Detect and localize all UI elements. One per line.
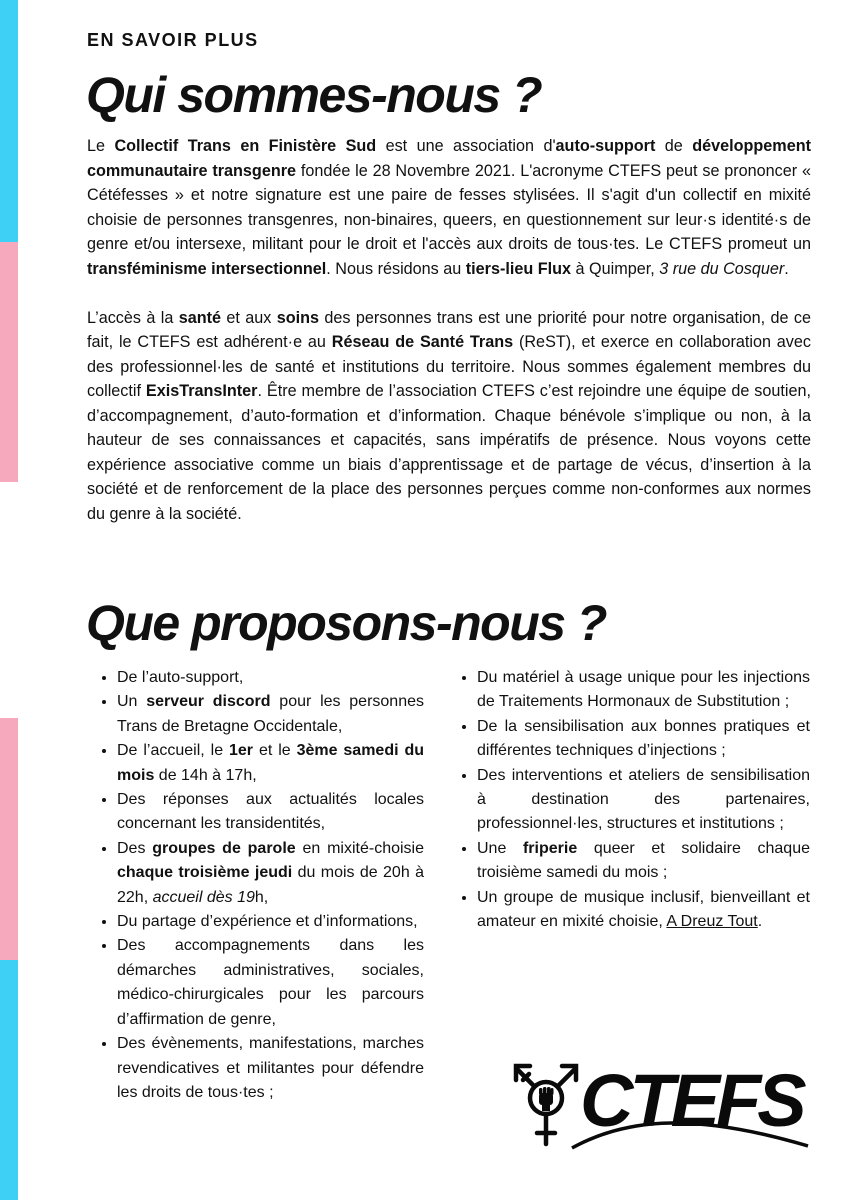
text: fondée le 28 Novembre 2021. L'acronyme CTEFS peut se prononcer « Cétéfesses » et notre signature est une paire de fesses stylisées. Il s'agit d'un collectif en mixité choisie de personnes transgenres, non-binaires, queers, en questionnement sur leur·s identité·s de genre et/ou intersexe, militant pour le droit et l'accès aux droits de tous·tes. Le CTEFS promeut un <box>87 161 811 253</box>
list-item: • Du matériel à usage unique pour les injections de Traitements Hormonaux de Substitution ; <box>477 666 810 715</box>
bold-text: développement communautaire transgenre <box>87 137 811 180</box>
list-item <box>117 690 424 739</box>
stripe-pink-bottom <box>0 718 18 960</box>
list-item: • Des réponses aux actualités locales concernant les transidentités, <box>117 788 424 837</box>
list-item: • Des accompagnements dans les démarches administratives, sociales, médico-chirurgicales pour les parcours d’affirmation de genre, <box>117 934 424 1032</box>
text: du mois de 20h à 22h, <box>117 864 424 906</box>
bold-text: ExisTransInter <box>145 382 258 400</box>
bold-text: 3ème samedi du mois <box>117 742 424 784</box>
offer-list-left <box>87 666 424 1105</box>
text: (ReST), et exerce en collaboration avec des professionnel·les de santé et institutions du territoire. Nous sommes également membres du collectif <box>87 333 811 400</box>
bold-text: auto-support <box>555 137 656 155</box>
bold-text: serveur discord <box>146 693 271 711</box>
logo-text: CTEFS <box>580 1059 803 1142</box>
text: Des <box>117 839 153 857</box>
list-item: • Des interventions et ateliers de sensibilisation à destination des partenaires, professionnel·les, structures et institutions ; <box>477 764 810 837</box>
text: en mixité-choisie <box>295 839 425 857</box>
offer-list-right <box>447 666 810 934</box>
bold-text: santé <box>178 308 222 327</box>
text: pour les personnes Trans de Bretagne Occidentale, <box>117 693 424 735</box>
list-item <box>117 837 424 910</box>
italic-text: accueil dès 19 <box>152 888 255 906</box>
text: à Quimper, <box>571 259 660 278</box>
text: . <box>784 259 789 278</box>
a-dreuz-tout-link[interactable]: A Dreuz Tout <box>666 913 758 931</box>
logo-arc <box>570 1118 810 1150</box>
stripe-blue-top <box>0 0 18 242</box>
bold-text: friperie <box>522 839 578 857</box>
text: et le <box>253 742 297 760</box>
text: queer et solidaire chaque troisième samedi du mois ; <box>477 839 811 882</box>
text: de <box>655 137 693 155</box>
stripe-blue-bottom <box>0 960 18 1200</box>
bold-text: groupes de parole <box>152 839 296 857</box>
text: est une association d' <box>376 137 556 155</box>
list-item: • De la sensibilisation aux bonnes pratiques et différentes techniques d’injections ; <box>477 715 810 764</box>
list-item: • De l’auto-support, <box>117 666 424 690</box>
bold-text: transféminisme intersectionnel <box>87 259 327 278</box>
text: des personnes trans est une priorité pour notre organisation, de ce fait, le CTEFS est adhérent·e au <box>87 308 811 351</box>
italic-text: 3 rue du Cosquer <box>659 259 785 278</box>
text: h, <box>254 888 269 906</box>
text: Une <box>477 839 523 857</box>
ctefs-logo <box>510 1058 810 1150</box>
text: Un groupe de musique inclusif, bienveillant et amateur en mixité choisie, <box>477 888 810 931</box>
bold-text: 1er <box>229 742 254 760</box>
bold-text: Réseau de Santé Trans <box>331 333 514 351</box>
intro-paragraph-1 <box>87 134 811 281</box>
kicker: EN SAVOIR PLUS <box>87 30 259 50</box>
intro-text <box>87 134 811 551</box>
text: Un <box>117 693 147 711</box>
list-item <box>477 886 810 935</box>
bold-text: Collectif Trans en Finistère Sud <box>114 137 377 155</box>
intro-paragraph-2 <box>87 306 811 527</box>
text: . Nous résidons au <box>326 259 466 278</box>
text: . Être membre de l’association CTEFS c’est rejoindre une équipe de soutien, d’accompagnement, d’auto-formation et d’information. Chaque bénévole s’implique ou non, à la hauteur de ses connaissances et capacités, sans impératifs de présence. Nous voyons cette expérience associative comme un biais d’apprentissage et de partage de vécus, d’insertion à la société et de renforcement de la place des personnes perçues comme non-conformes aux normes du genre à la société. <box>87 382 811 523</box>
list-item: • Des évènements, manifestations, marches revendicatives et militantes pour défendre les droits de tous·tes ; <box>117 1032 424 1105</box>
text: L’accès à la <box>87 308 179 327</box>
stripe-pink-top <box>0 242 18 482</box>
text: Le <box>87 137 115 155</box>
text: . <box>757 913 763 931</box>
bold-text: soins <box>276 308 320 327</box>
list-item: • Du partage d’expérience et d’informations, <box>117 910 424 934</box>
section-title-about: Qui sommes-nous ? <box>86 67 542 123</box>
text: et aux <box>221 308 277 327</box>
text: de 14h à 17h, <box>154 766 257 784</box>
text: De l’accueil, le <box>117 742 229 760</box>
list-item <box>477 837 810 886</box>
bold-text: chaque troisième jeudi <box>117 864 293 882</box>
section-title-offer: Que proposons-nous ? <box>86 595 606 651</box>
list-item <box>117 739 424 788</box>
bold-text: tiers-lieu Flux <box>465 259 572 278</box>
